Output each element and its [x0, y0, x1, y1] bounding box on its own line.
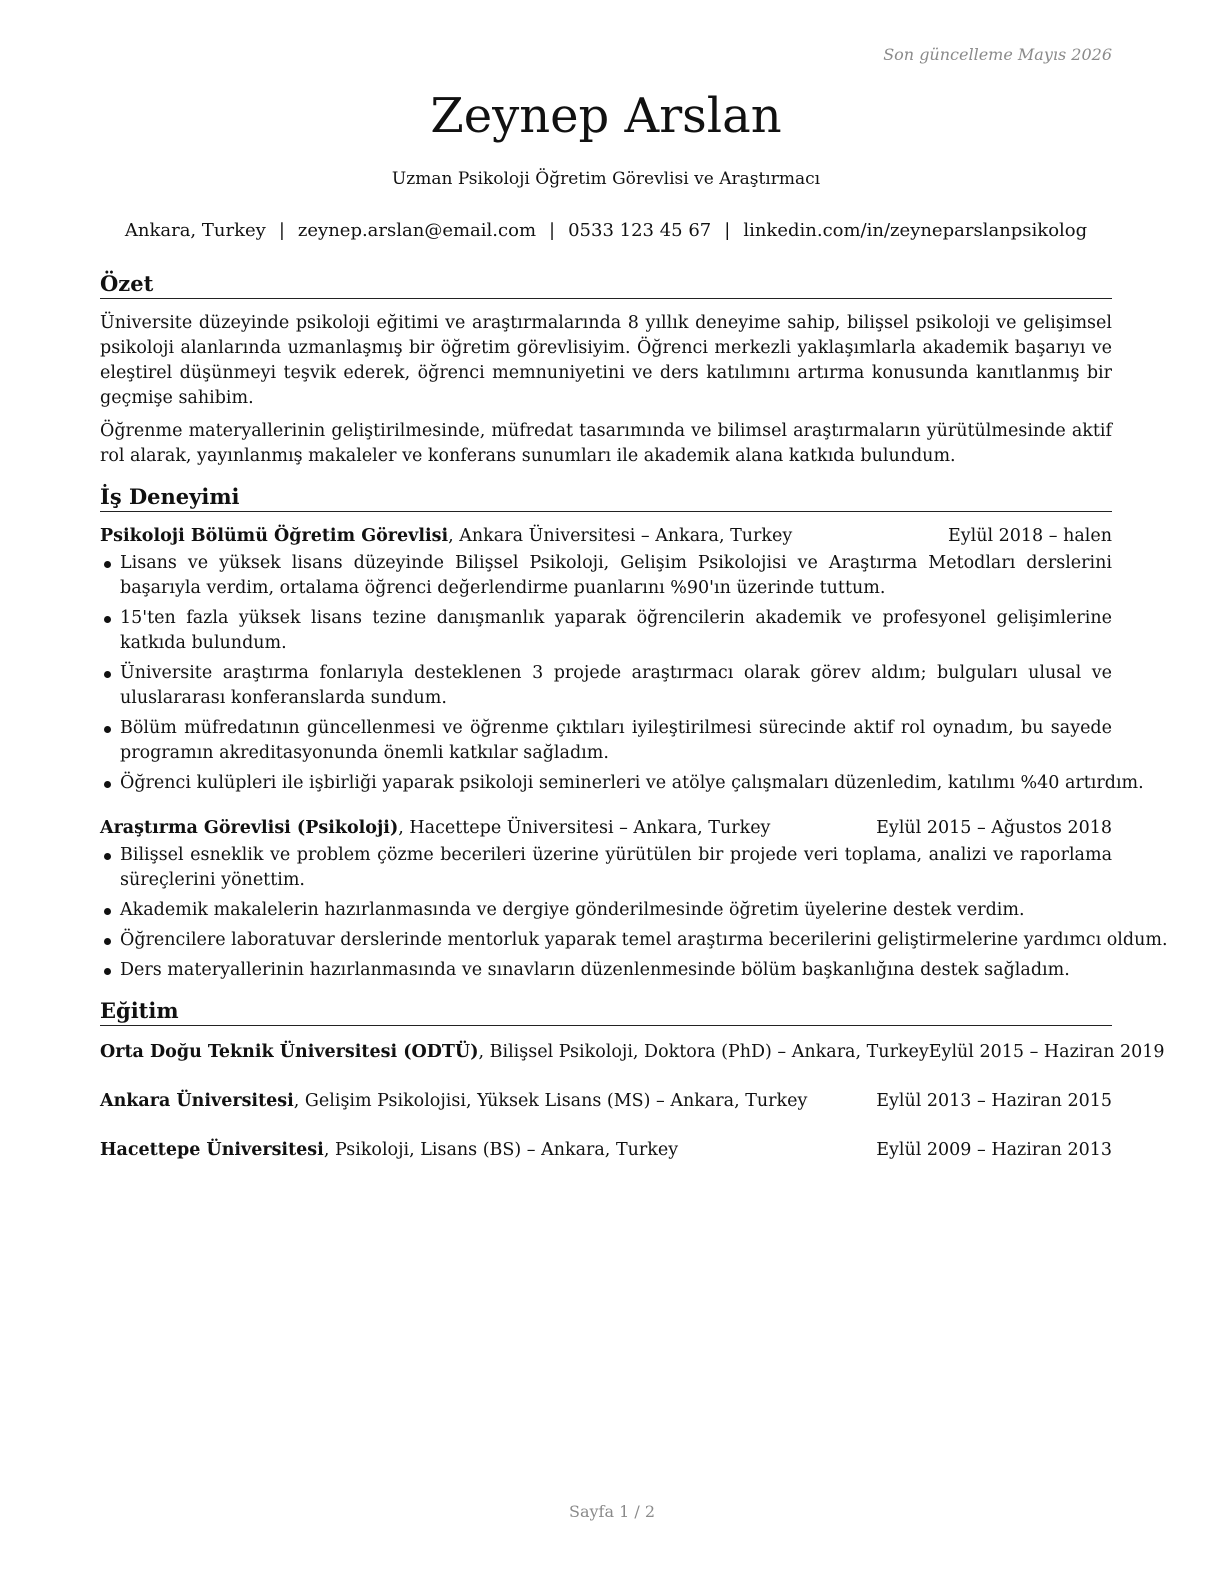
education-title: Eğitim — [100, 997, 1112, 1026]
education-entry — [100, 1089, 1112, 1114]
experience-section — [100, 483, 1168, 983]
experience-title: İş Deneyimi — [100, 483, 1112, 512]
education-detail: , Gelişim Psikolojisi, Yüksek Lisans (MS) – Ankara, Turkey — [293, 1091, 808, 1111]
education-title-line — [100, 1138, 678, 1163]
education-title-line — [100, 1089, 807, 1114]
job-header — [100, 524, 1112, 549]
job-bullet: Akademik makalelerin hazırlanmasında ve dergiye gönderilmesinde öğretim üyelerine destek verdim. — [100, 898, 1112, 923]
education-school: Orta Doğu Teknik Üniversitesi (ODTÜ) — [100, 1042, 479, 1062]
contact-separator: | — [549, 220, 556, 241]
job-bullet: Öğrenci kulüpleri ile işbirliği yaparak psikoloji seminerleri ve atölye çalışmaları düzenledim, katılımı %40 artırdım. — [100, 771, 1112, 796]
candidate-name: Zeynep Arslan — [430, 88, 782, 144]
education-entry — [100, 1040, 1165, 1065]
job-header — [100, 816, 1112, 841]
education-school: Ankara Üniversitesi — [100, 1091, 294, 1111]
page-number: Sayfa 1 / 2 — [568, 1502, 655, 1521]
job-bullet: Bilişsel esneklik ve problem çözme becerileri üzerine yürütülen bir projede veri toplama, analizi ve raporlama süreçlerini yönettim. — [100, 843, 1112, 893]
education-dates: Eylül 2009 – Haziran 2013 — [876, 1140, 1112, 1160]
job-bullet: 15'ten fazla yüksek lisans tezine danışmanlık yaparak öğrencilerin akademik ve profesyonel gelişimlerine katkıda bulundum. — [100, 606, 1112, 656]
last-updated-note: Son güncelleme Mayıs 2026 — [883, 45, 1112, 64]
contact-email[interactable]: zeynep.arslan@email.com — [297, 220, 537, 241]
summary-title: Özet — [100, 270, 1112, 299]
resume-content — [100, 270, 1168, 1187]
education-section — [100, 997, 1165, 1163]
job-organization: , Ankara Üniversitesi – Ankara, Turkey — [448, 526, 793, 546]
education-detail: , Psikoloji, Lisans (BS) – Ankara, Turkey — [323, 1140, 679, 1160]
job-title-line — [100, 524, 792, 549]
education-entry — [100, 1138, 1112, 1163]
job-bullet: Ders materyallerinin hazırlanmasında ve sınavların düzenlenmesinde bölüm başkanlığına destek sağladım. — [100, 958, 1112, 983]
job-dates: Eylül 2018 – halen — [947, 526, 1112, 546]
education-detail: , Bilişsel Psikoloji, Doktora (PhD) – Ankara, Turkey — [478, 1042, 929, 1062]
contact-line — [100, 219, 1112, 243]
job-dates: Eylül 2015 – Ağustos 2018 — [876, 818, 1112, 838]
job-role: Psikoloji Bölümü Öğretim Görevlisi — [100, 526, 449, 546]
contact-phone: 0533 123 45 67 — [568, 220, 712, 241]
job-organization: , Hacettepe Üniversitesi – Ankara, Turkey — [398, 818, 771, 838]
summary-paragraph: Üniversite düzeyinde psikoloji eğitimi ve araştırmalarında 8 yıllık deneyime sahip, bilişsel psikoloji ve gelişimsel psikoloji alanlarında uzmanlaşmış bir öğretim görevlisiyim. Öğrenci merkezli yaklaşımlarla akademik başarıyı ve eleştirel düşünmeyi teşvik ederek, öğrenci memnuniyetini ve ders katılımını artırma konusunda kanıtlanmış bir geçmişe sahibim. — [100, 313, 1112, 408]
education-dates: Eylül 2013 – Haziran 2015 — [876, 1091, 1112, 1111]
contact-separator: | — [278, 220, 285, 241]
job-title-line — [100, 816, 770, 841]
job-entry — [100, 816, 1168, 983]
summary-paragraph: Öğrenme materyallerinin geliştirilmesinde, müfredat tasarımında ve bilimsel araştırmaların yürütülmesinde aktif rol alarak, yayınlanmış makaleler ve konferans sunumları ile akademik alana katkıda bulundum. — [100, 421, 1112, 466]
job-bullet: Lisans ve yüksek lisans düzeyinde Bilişsel Psikoloji, Gelişim Psikolojisi ve Araştırma Metodları derslerini başarıyla verdim, ortalama öğrenci değerlendirme puanlarını %90'ın üzerinde tuttum. — [100, 551, 1112, 601]
job-role: Araştırma Görevlisi (Psikoloji) — [100, 818, 399, 838]
education-dates: Eylül 2015 – Haziran 2019 — [928, 1042, 1165, 1062]
job-bullets — [100, 843, 1168, 983]
job-entry — [100, 524, 1144, 796]
contact-location: Ankara, Turkey — [124, 220, 266, 241]
education-title-line — [100, 1040, 929, 1065]
education-school: Hacettepe Üniversitesi — [100, 1140, 324, 1160]
candidate-headline: Uzman Psikoloji Öğretim Görevlisi ve Araştırmacı — [391, 169, 821, 189]
job-bullet: Üniversite araştırma fonlarıyla desteklenen 3 projede araştırmacı olarak görev aldım; bulguları ulusal ve uluslararası konferanslarda sundum. — [100, 661, 1112, 711]
job-bullets — [100, 551, 1144, 796]
contact-linkedin[interactable]: linkedin.com/in/zeyneparslanpsikolog — [743, 220, 1088, 241]
summary-section — [100, 270, 1112, 469]
job-bullet: Öğrencilere laboratuvar derslerinde mentorluk yaparak temel araştırma becerilerini geliştirmelerine yardımcı oldum. — [100, 928, 1112, 953]
job-bullet: Bölüm müfredatının güncellenmesi ve öğrenme çıktıları iyileştirilmesi sürecinde aktif rol oynadım, bu sayede programın akreditasyonunda önemli katkılar sağladım. — [100, 716, 1112, 766]
contact-separator: | — [724, 220, 731, 241]
